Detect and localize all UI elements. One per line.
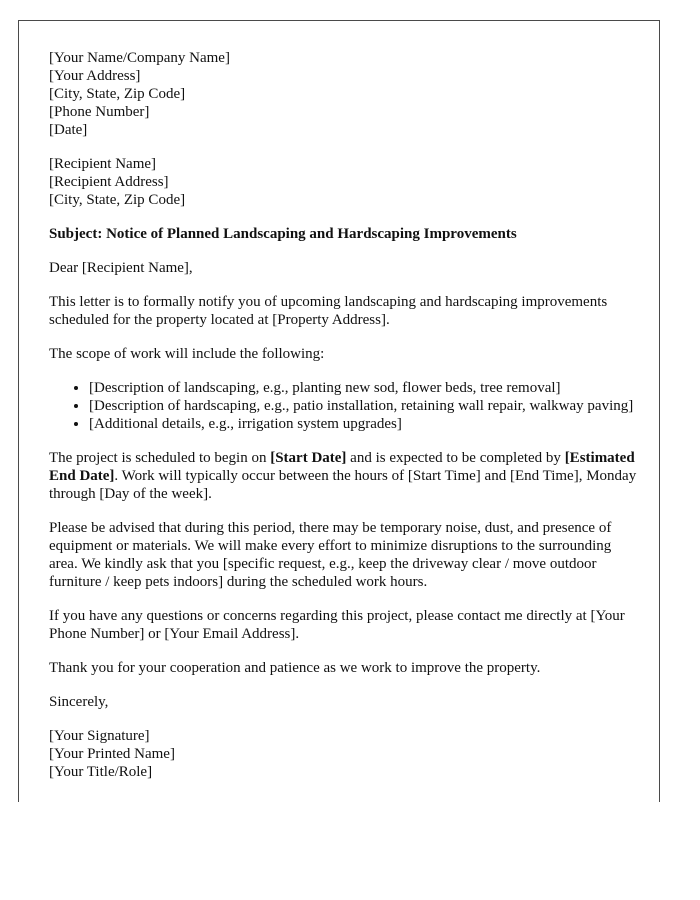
scope-item-additional: • [Additional details, e.g., irrigation system upgrades] xyxy=(89,415,639,433)
recipient-address: [Recipient Address] xyxy=(49,174,169,190)
advisory-paragraph: Please be advised that during this period, there may be temporary noise, dust, and presence of equipment or materials. We will make every effort to minimize disruptions to the surrounding area. We kindly ask that you [specific request, e.g., keep the driveway clear / move outdoor furniture / keep pets indoors] during the scheduled work hours. xyxy=(49,520,612,590)
thanks-paragraph: Thank you for your cooperation and patience as we work to improve the property. xyxy=(49,660,541,676)
signature-placeholder: [Your Signature] xyxy=(49,728,150,744)
recipient-name: [Recipient Name] xyxy=(49,156,157,172)
sender-phone: [Phone Number] xyxy=(49,104,150,120)
sender-city-state-zip: [City, State, Zip Code] xyxy=(49,86,186,102)
intro-paragraph: This letter is to formally notify you of upcoming landscaping and hardscaping improvements scheduled for the property located at [Property Address]. xyxy=(49,294,608,328)
title-role: [Your Title/Role] xyxy=(49,764,153,780)
recipient-city-state-zip: [City, State, Zip Code] xyxy=(49,192,186,208)
salutation: Dear [Recipient Name], xyxy=(49,260,193,276)
letter-content xyxy=(49,49,639,781)
contact-paragraph: If you have any questions or concerns regarding this project, please contact me directly at [Your Phone Number] or [Your Email Address]. xyxy=(49,608,625,642)
scope-intro: The scope of work will include the following: xyxy=(49,346,325,362)
scope-item-hardscaping: • [Description of hardscaping, e.g., patio installation, retaining wall repair, walkway paving] xyxy=(89,397,639,415)
schedule-text-3: . Work will typically occur between the hours of [Start Time] and [End Time], Monday through [Day of the week]. xyxy=(49,468,637,502)
closing: Sincerely, xyxy=(49,694,109,710)
estimated-end-date: [Estimated End Date] xyxy=(49,450,635,484)
printed-name: [Your Printed Name] xyxy=(49,746,175,762)
letter-page xyxy=(18,20,660,802)
sender-block xyxy=(49,49,639,139)
schedule-text-1: The project is scheduled to begin on xyxy=(49,450,271,466)
start-date: [Start Date] xyxy=(270,450,347,466)
letter-date: [Date] xyxy=(49,122,88,138)
scope-list xyxy=(49,379,639,433)
subject-line: Subject: Notice of Planned Landscaping and Hardscaping Improvements xyxy=(49,226,517,242)
recipient-block xyxy=(49,155,639,209)
scope-item-landscaping: • [Description of landscaping, e.g., planting new sod, flower beds, tree removal] xyxy=(89,379,639,397)
sender-name: [Your Name/Company Name] xyxy=(49,50,230,66)
signature-block xyxy=(49,727,639,781)
sender-address: [Your Address] xyxy=(49,68,141,84)
schedule-paragraph xyxy=(49,449,639,503)
schedule-text-2: and is expected to be completed by xyxy=(346,450,565,466)
